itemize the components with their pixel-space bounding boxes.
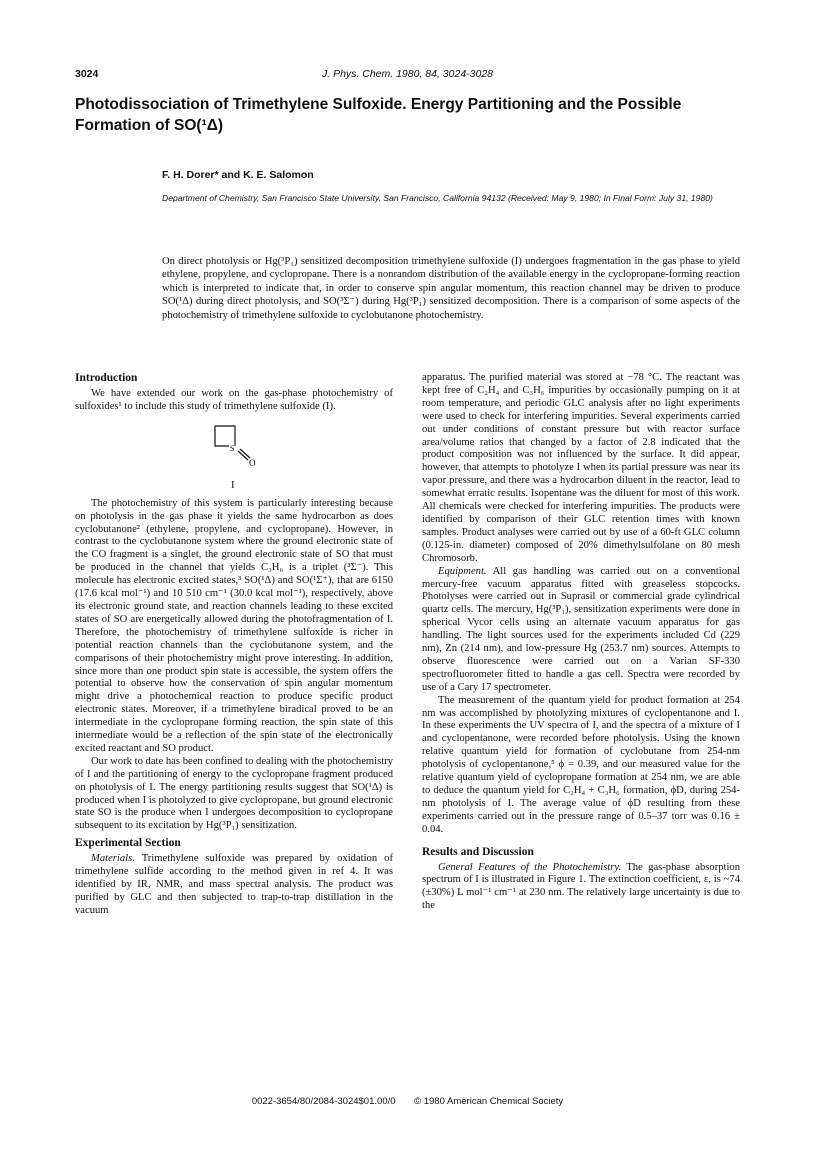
experimental-heading: Experimental Section	[75, 837, 181, 850]
general-features-paragraph	[422, 862, 740, 914]
materials-label: Materials.	[91, 853, 135, 865]
intro-paragraph-3: Our work to date has been confined to dealing with the photochemistry of I and the partitioning of energy to the cyclopropane fragment produced on photolysis of I. The energy partitioning results suggest that SO(¹Δ) is produced when I is photolyzed to give cyclopropane, but ground electronic state SO is the produce when I undergoes decomposition to cyclopropane subsequent to its excitation by Hg(³P₁) sensitization.	[75, 755, 394, 832]
authors: F. H. Dorer* and K. E. Salomon	[162, 169, 314, 181]
footer-copyright: © 1980 American Chemical Society	[414, 1096, 564, 1107]
intro-paragraph-1: We have extended our work on the gas-phase photochemistry of sulfoxides¹ to include this study of trimethylene sulfoxide (I).	[75, 387, 393, 412]
quantum-yield-paragraph: The measurement of the quantum yield for product formation at 254 nm was accomplished by photolyzing mixtures of cyclopentanone and I. In these experiments the UV spectra of I, and the spectra of a mixture of I and cyclopentanone, were recorded before photolysis. Using the known relative quantum yield for formation of cyclobutane from 254-nm photolysis of cyclopentanone,⁵ ϕ = 0.39, and our measured value for the relative quantum yield of cyclopropane formation at 254 nm, we are able to deduce the quantum yield for C₂H₄ + C₃H₆ formation, ϕD, during 254-nm photolysis of I. The average value of ϕD resulting from these experiments carried out in the pressure range of 0.5–37 torr was 0.16 ± 0.04.	[422, 694, 740, 835]
trimethylene-sulfoxide-structure	[205, 418, 265, 478]
structure-atom-o: O	[249, 457, 256, 468]
intro-paragraph-2: The photochemistry of this system is particularly interesting because on photolysis in the gas phase it yields the same hydrocarbon as does cyclobutanone² (ethylene, propylene, and cyclopropane). However, in contrast to the cyclobutanone system where the ground electronic state of the CO fragment is a singlet, the ground electronic state of SO that must be produced in the channel that yields C₃H₆ is a triplet (³Σ⁻). This molecule has electronic excited states,³ SO(¹Δ) and SO(¹Σ⁺), that are 6150 (17.6 kcal mol⁻¹) and 10 510 cm⁻¹ (30.0 kcal mol⁻¹), respectively, above its electronic ground state, and reaction channels leading to these excited states of SO are energetically allowed during the photofragmentation of I. Therefore, the photochemistry of trimethylene sulfoxide is richer in potential reaction channels than the cyclobutanone system, and the comparisons of their photochemistry might prove interesting. In addition, since more than one product spin state is accessible, the system offers the potential to observe how the conservation of spin angular momentum might drive a photochemical reaction to produce specific product electronic states. Moreover, if a trimethylene biradical proved to be an intermediate in the cyclopropane forming reaction, the spin state of this intermediate would be a reflection of the spin state of the electronically excited reactant and SO product.	[75, 497, 393, 754]
general-features-label: General Features of the Photochemistry.	[438, 861, 622, 873]
page-number: 3024	[75, 68, 99, 80]
structure-label: I	[231, 479, 235, 491]
page-footer	[0, 1096, 815, 1107]
materials-text: Trimethylene sulfoxide was prepared by oxidation of trimethylene sulfide according to the method given in ref 4. It was identified by IR, NMR, and mass spectral analysis. The product was purified by GLC and then subjected to trap-to-trap distillation in the vacuum	[75, 853, 393, 916]
right-paragraph-1: apparatus. The purified material was stored at −78 °C. The reactant was kept free of C₂H₄ and C₃H₆ impurities by occasionally pumping on it at room temperature, and periodic GLC analysis after no light experiments were used to check for interfering impurities. Several experiments carried out under conditions of constant pressure but with reactor surface area/volume ratios that changed by a factor of 2.8 indicated that the product composition was not influenced by the surface. It did appear, however, that attempts to photolyze I when its partial pressure was near its vapor pressure, and there was a hydrocarbon diluent in the reactor, lead to somewhat erratic results. Isopentane was the diluent for most of this work. All chemicals were checked for interfering impurities. The products were identified by comparison of their GLC retention times with known samples. Product analyses were carried out by use of a 60-ft GLC column (0.125-in. diameter) composed of 20% dimethylsulfolane on 80 mesh Chromosorb.	[422, 372, 740, 564]
results-heading: Results and Discussion	[422, 845, 534, 858]
equipment-text: All gas handling was carried out on a conventional mercury-free vacuum apparatus fitted with greaseless stopcocks. Photolyses were carried out in Suprasil or commercial grade cylindrical quartz cells. The mercury, Hg(³P₁), sensitization experiments were done in spherical Vycor cells using an alternate vacuum apparatus for gas handling. The light sources used for the experiments included Cd (229 nm), Zn (214 nm), and low-pressure Hg (253.7 nm) sources. Attempts to observe fluorescence were carried out on a Varian SF-330 spectrofluorometer fitted to handle a gas cell. Spectra were recorded by use of a Cary 17 spectrometer.	[422, 565, 740, 693]
abstract: On direct photolysis or Hg(³P₁) sensitized decomposition trimethylene sulfoxide (I) undergoes fragmentation in the gas phase to yield ethylene, propylene, and cyclopropane. There is a nonrandom distribution of the available energy in the cyclopropane-forming reaction which is interpreted to indicate that, in order to conserve spin angular momentum, this reaction channel may be driven to produce SO(¹Δ) during direct photolysis, and SO(³Σ⁻) during Hg(³P₁) sensitized decomposition. There is a comparison of some aspects of the photochemistry of trimethylene sulfoxide to cyclobutanone photochemistry.	[162, 256, 740, 321]
affiliation: Department of Chemistry, San Francisco State University, San Francisco, California 94132 (Received: May 9, 1980; In Final Form: July 31, 1980)	[162, 193, 713, 203]
equipment-label: Equipment.	[438, 565, 487, 577]
footer-code: 0022-3654/80/2084-3024$01.00/0	[251, 1096, 396, 1107]
structure-figure	[75, 418, 393, 496]
paper-title: Photodissociation of Trimethylene Sulfoxide. Energy Partitioning and the Possible Formation of SO(¹Δ)	[75, 96, 682, 134]
introduction-heading: Introduction	[75, 372, 138, 384]
left-column	[75, 372, 393, 918]
structure-atom-s: S	[230, 443, 235, 453]
equipment-paragraph	[422, 566, 740, 695]
general-features-text: The gas-phase absorption spectrum of I is illustrated in Figure 1. The extinction coefficient, ε, is ~74 (±30%) L mol⁻¹ cm⁻¹ at 230 nm. The relatively large uncertainty is due to the	[422, 861, 741, 912]
materials-paragraph	[75, 853, 393, 918]
journal-citation: J. Phys. Chem. 1980, 84, 3024-3028	[321, 68, 494, 80]
right-column	[422, 372, 740, 913]
